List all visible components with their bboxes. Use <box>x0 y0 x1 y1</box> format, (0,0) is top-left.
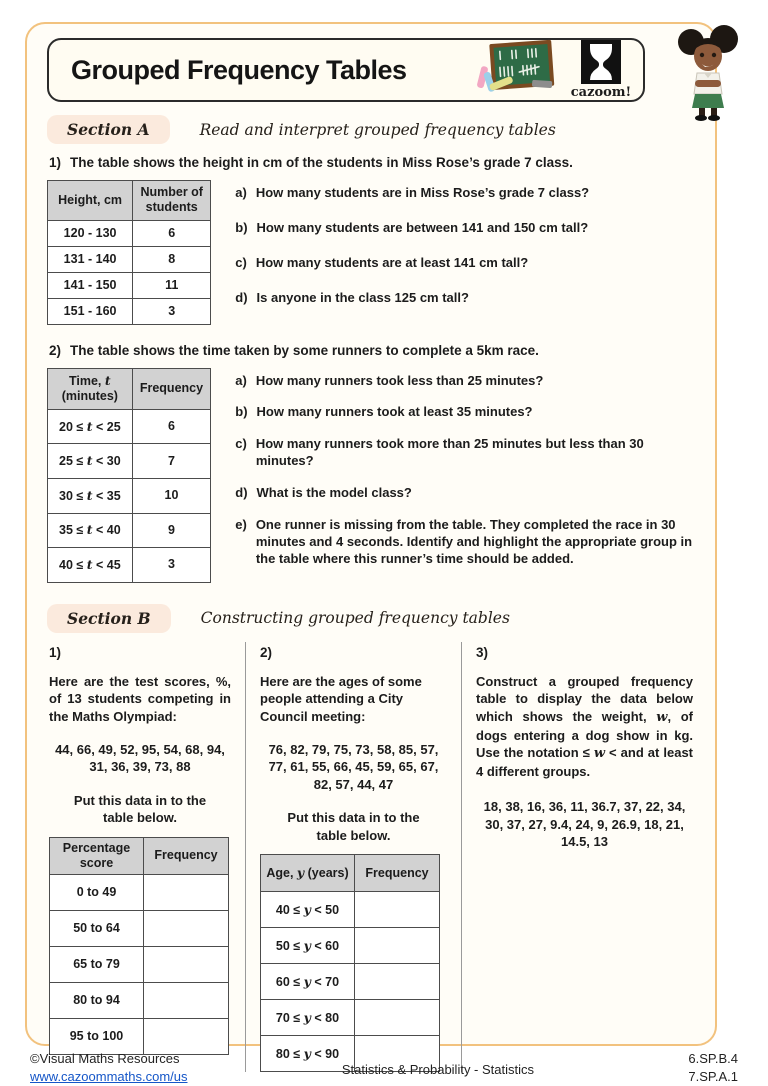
cazoom-logo <box>567 40 635 100</box>
table-row: 120 - 130 6 <box>48 220 211 246</box>
standard-code-1: 6.SP.B.4 <box>688 1051 738 1066</box>
question-1d: d) Is anyone in the class 125 cm tall? <box>235 289 469 305</box>
height-frequency-table <box>47 180 211 325</box>
page-title: Grouped Frequency Tables <box>71 54 407 85</box>
question-2-number: 2) <box>49 342 62 358</box>
table-row: 95 to 100 <box>50 1018 229 1054</box>
table-row: 40 ≤ y < 50 <box>261 892 440 928</box>
question-number: 3) <box>476 644 489 660</box>
question-2-parts <box>235 368 697 583</box>
table-row: 0 to 49 <box>50 874 229 910</box>
section-b-question-2 <box>245 642 461 1073</box>
question-text: Construct a grouped frequency table to display the data below which shows the weight, w, of dogs entering a dog show in kg. Use the notation ≤ w < and at least 4 different groups. <box>476 673 694 779</box>
section-a-subtitle: Read and interpret grouped frequency tables <box>199 120 556 139</box>
section-a-badge: Section A <box>47 115 170 144</box>
section-b-question-3 <box>461 642 697 1073</box>
percentage-score-table: Percentage score Frequency 0 to 49 50 to 64 65 to 79 80 to 94 95 to 100 <box>49 837 229 1055</box>
question-1-parts <box>235 180 697 325</box>
table-row: 35 ≤ t < 40 9 <box>48 513 211 548</box>
frequency-blank-cell <box>355 964 440 1000</box>
question-number: 1) <box>49 644 62 660</box>
table-row: 80 to 94 <box>50 982 229 1018</box>
section-b-header <box>47 603 697 634</box>
question-number: 2) <box>260 644 273 660</box>
chalkboard-tally-icon <box>475 38 557 103</box>
table-row: 131 - 140 8 <box>48 246 211 272</box>
question-text: Here are the ages of some people attending a City Council meeting: <box>260 673 422 724</box>
table-row: 20 ≤ t < 25 6 <box>48 409 211 444</box>
question-2-prompt: 2) The table shows the time taken by some runners to complete a 5km race. <box>49 342 539 358</box>
table-row: 65 to 79 <box>50 946 229 982</box>
question-text: Here are the test scores, %, of 13 students competing in the Maths Olympiad: <box>49 673 231 724</box>
question-2d: d) What is the model class? <box>235 485 412 501</box>
copyright-text: ©Visual Maths Resources <box>30 1051 180 1066</box>
footer-topic: Statistics & Probability - Statistics <box>341 1062 535 1078</box>
section-b-columns <box>47 642 697 1073</box>
data-list: 76, 82, 79, 75, 73, 58, 85, 57, 77, 61, 55, 66, 45, 59, 65, 67, 82, 57, 44, 47 <box>268 741 439 792</box>
data-list: 44, 66, 49, 52, 95, 54, 68, 94, 31, 36, 39, 73, 88 <box>55 741 225 775</box>
frequency-blank-cell <box>144 1018 229 1054</box>
title-bar <box>47 38 645 102</box>
cazoommaths-link[interactable]: www.cazoommaths.com/us <box>30 1068 188 1084</box>
section-a-header <box>47 114 697 145</box>
title-icons <box>475 38 635 103</box>
age-frequency-table: Age, y (years) Frequency 40 ≤ y < 50 50 ≤ y < 60 60 ≤ y < 70 70 ≤ y < 80 80 ≤ y < 90 <box>260 854 440 1072</box>
table-header-time: Time, t (minutes) <box>48 368 133 409</box>
cazoom-logo-text: cazoom! <box>570 85 632 100</box>
frequency-blank-cell <box>144 910 229 946</box>
table-row: 70 ≤ y < 80 <box>261 1000 440 1036</box>
table-header-height: Height, cm <box>48 181 133 221</box>
frequency-blank-cell <box>144 874 229 910</box>
question-1-prompt: 1) The table shows the height in cm of the students in Miss Rose’s grade 7 class. <box>49 155 573 170</box>
standard-code-2: 7.SP.A.1 <box>688 1068 738 1084</box>
question-1b: b) How many students are between 141 and 150 cm tall? <box>235 219 589 235</box>
instruction-text: Put this data in to the table below. <box>73 792 207 826</box>
time-frequency-table <box>47 368 211 583</box>
frequency-blank-cell <box>355 928 440 964</box>
table-row: 40 ≤ t < 45 3 <box>48 548 211 583</box>
table-row: 30 ≤ t < 35 10 <box>48 478 211 513</box>
section-b-question-1 <box>47 642 245 1073</box>
table-row: 50 to 64 <box>50 910 229 946</box>
table-row: 151 - 160 3 <box>48 298 211 324</box>
question-1-number: 1) <box>49 155 62 170</box>
table-header-frequency: Frequency <box>132 368 211 409</box>
question-2a: a) How many runners took less than 25 minutes? <box>235 372 544 388</box>
frequency-blank-cell <box>144 982 229 1018</box>
table-row: 25 ≤ t < 30 7 <box>48 444 211 479</box>
question-1a: a) How many students are in Miss Rose’s grade 7 class? <box>235 185 590 200</box>
section-b-subtitle: Constructing grouped frequency tables <box>200 609 510 628</box>
question-2c: c) How many runners took more than 25 minutes but less than 30 minutes? <box>235 436 644 469</box>
cartoon-girl-mascot <box>664 24 752 122</box>
frequency-blank-cell <box>355 892 440 928</box>
frequency-blank-cell <box>355 1000 440 1036</box>
table-header-count: Number of students <box>133 181 211 221</box>
question-1c: c) How many students are at least 141 cm tall? <box>235 254 529 270</box>
table-row: 50 ≤ y < 60 <box>261 928 440 964</box>
question-2e: e) One runner is missing from the table. They completed the race in 30 minutes and 4 seconds. Identify and highlight the appropriate group in the table where this runner’s time should be added. <box>235 517 693 566</box>
data-list: 18, 38, 16, 36, 11, 36.7, 37, 22, 34, 30, 37, 27, 9.4, 24, 9, 26.9, 18, 21, 14.5, 13 <box>483 799 686 850</box>
question-2b: b) How many runners took at least 35 minutes? <box>235 404 533 420</box>
table-row: 60 ≤ y < 70 <box>261 964 440 1000</box>
frequency-blank-cell <box>144 946 229 982</box>
table-row: 141 - 150 11 <box>48 272 211 298</box>
table-row: 80 ≤ y < 90 <box>261 1036 440 1072</box>
footer <box>30 1050 738 1085</box>
section-b-badge: Section B <box>47 604 171 633</box>
instruction-text: Put this data in to the table below. <box>287 810 420 843</box>
